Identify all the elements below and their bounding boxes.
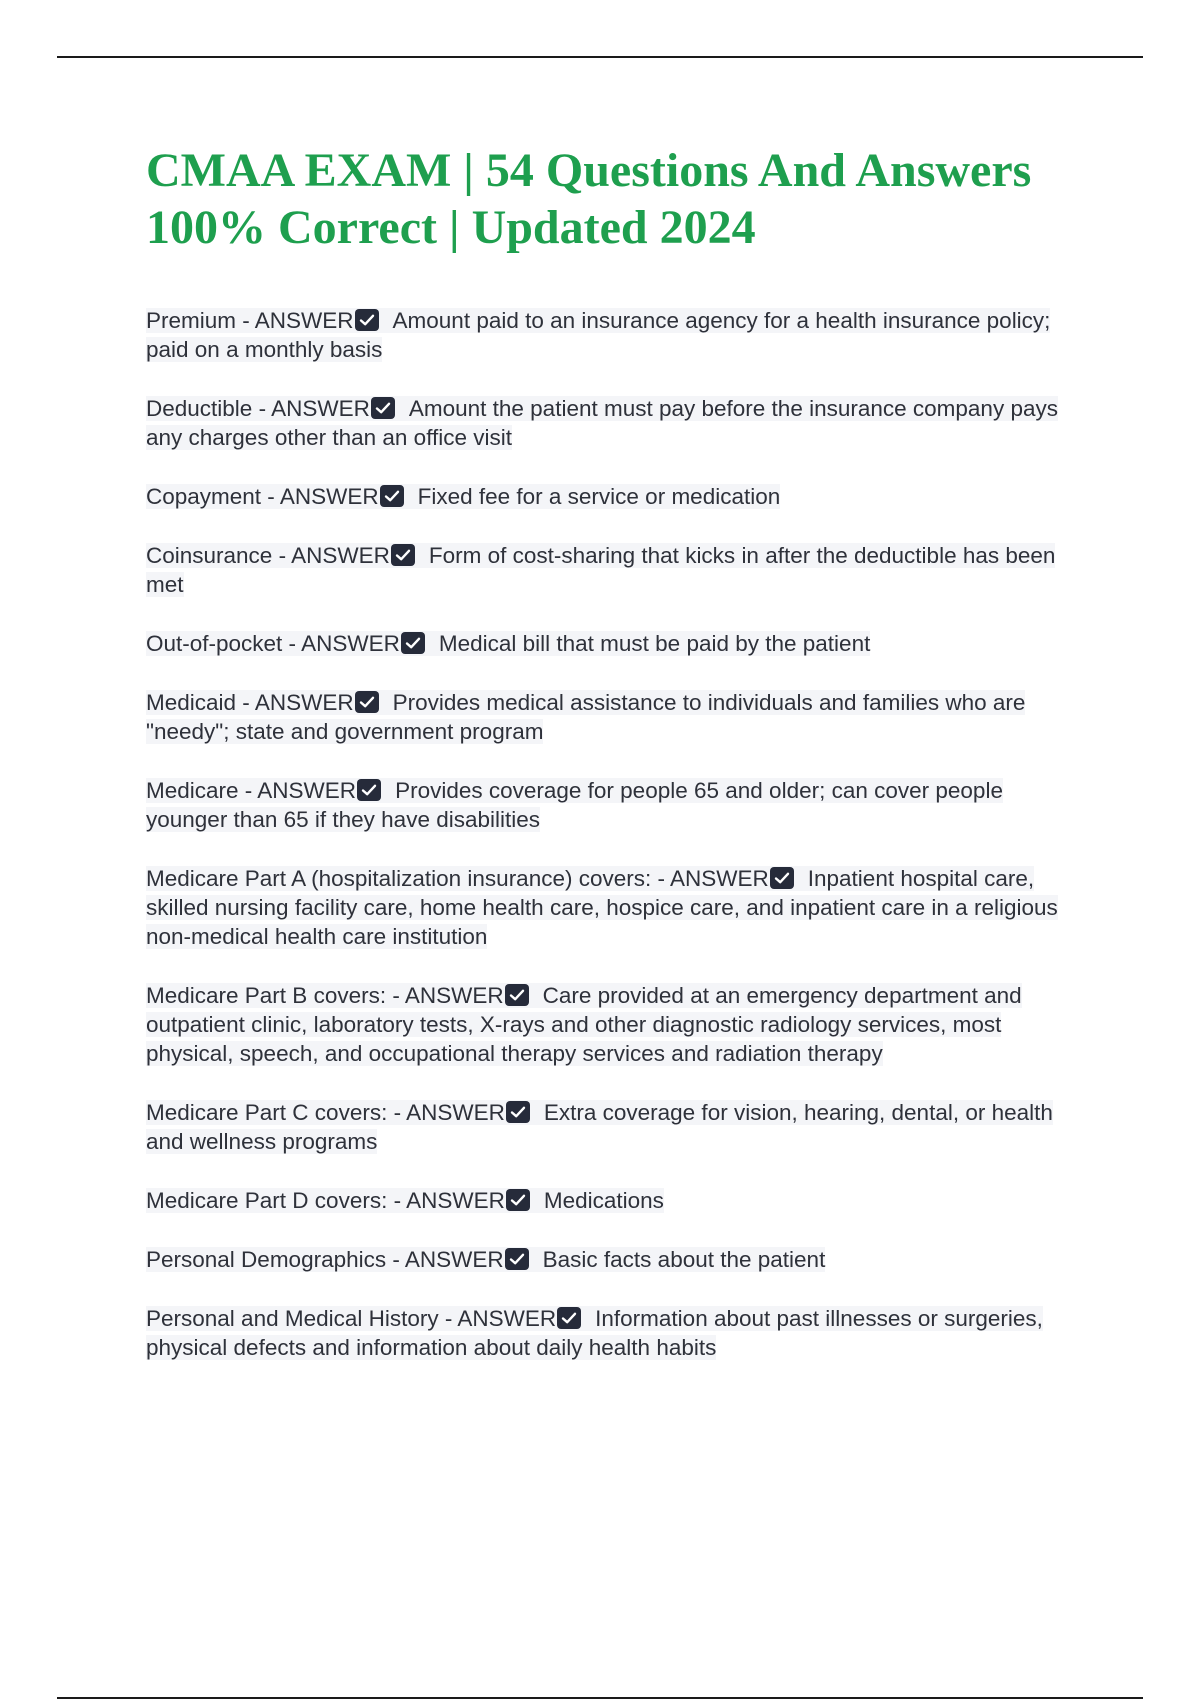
check-box-icon — [355, 691, 379, 713]
qa-term: Medicare Part A (hospitalization insurance) covers: - — [146, 866, 670, 891]
qa-item-text — [146, 543, 1055, 597]
qa-item-text — [146, 1306, 1043, 1360]
qa-term: Personal Demographics - — [146, 1247, 405, 1272]
bottom-rule — [57, 1697, 1143, 1699]
qa-answer: Provides medical assistance to individuals and families who are "needy"; state and government program — [146, 690, 1026, 744]
qa-term: Copayment - — [146, 484, 280, 509]
answer-marker: ANSWER — [457, 1306, 557, 1331]
check-box-icon — [506, 1101, 530, 1123]
qa-item-text — [146, 1247, 825, 1272]
qa-item — [146, 688, 1086, 746]
top-rule — [57, 56, 1143, 58]
qa-answer: Extra coverage for vision, hearing, dental, or health and wellness programs — [146, 1100, 1053, 1154]
qa-item-text — [146, 308, 1050, 362]
qa-answer: Medical bill that must be paid by the patient — [438, 631, 871, 656]
qa-item-text — [146, 1188, 664, 1213]
answer-marker: ANSWER — [257, 778, 357, 803]
answer-marker: ANSWER — [404, 1247, 504, 1272]
qa-item — [146, 1098, 1086, 1156]
qa-answer: Fixed fee for a service or medication — [417, 484, 781, 509]
qa-item — [146, 864, 1086, 951]
answer-marker: ANSWER — [254, 690, 354, 715]
check-box-icon — [391, 544, 415, 566]
answer-marker: ANSWER — [271, 396, 370, 421]
answer-marker: ANSWER — [279, 484, 379, 509]
qa-answer: Basic facts about the patient — [542, 1247, 826, 1272]
qa-term: Medicaid - — [146, 690, 255, 715]
qa-item — [146, 1245, 1086, 1274]
qa-item — [146, 981, 1086, 1068]
qa-answer: Amount the patient must pay before the insurance company pays any charges other than an office visit — [146, 396, 1058, 450]
qa-answer: Amount paid to an insurance agency for a health insurance policy; paid on a monthly basis — [146, 308, 1051, 362]
qa-item-text — [146, 690, 1025, 744]
qa-term: Medicare - — [146, 778, 258, 803]
check-box-icon — [505, 984, 529, 1006]
qa-item-text — [146, 396, 1058, 450]
check-box-icon — [505, 1248, 529, 1270]
qa-term: Premium - — [146, 308, 255, 333]
document-body — [146, 142, 1086, 1392]
check-box-icon — [770, 867, 794, 889]
qa-item — [146, 482, 1086, 511]
qa-item-text — [146, 484, 780, 509]
qa-term: Medicare Part B covers: - — [146, 983, 405, 1008]
check-box-icon — [380, 485, 404, 507]
qa-item — [146, 629, 1086, 658]
answer-marker: ANSWER — [670, 866, 769, 891]
answer-marker: ANSWER — [254, 308, 354, 333]
qa-item-text — [146, 631, 870, 656]
qa-term: Medicare Part D covers: - — [146, 1188, 407, 1213]
qa-answer: Form of cost-sharing that kicks in after the deductible has been met — [146, 543, 1056, 597]
qa-term: Medicare Part C covers: - — [146, 1100, 407, 1125]
qa-answer: Medications — [543, 1188, 664, 1213]
qa-item — [146, 1304, 1086, 1362]
qa-term: Out-of-pocket - — [146, 631, 302, 656]
qa-item — [146, 541, 1086, 599]
qa-item-text — [146, 983, 1022, 1066]
document-title: CMAA EXAM | 54 Questions And Answers 100% Correct | Updated 2024 — [146, 144, 1032, 254]
qa-item-text — [146, 1100, 1053, 1154]
qa-item — [146, 776, 1086, 834]
qa-list — [146, 306, 1086, 1362]
answer-marker: ANSWER — [291, 543, 390, 568]
answer-marker: ANSWER — [406, 1100, 505, 1125]
check-box-icon — [506, 1189, 530, 1211]
qa-item-text — [146, 778, 1003, 832]
qa-answer: Inpatient hospital care, skilled nursing facility care, home health care, hospice care, and inpatient care in a religious non-medical health care institution — [146, 866, 1058, 949]
qa-item — [146, 306, 1086, 364]
check-box-icon — [357, 779, 381, 801]
answer-marker: ANSWER — [406, 1188, 505, 1213]
check-box-icon — [355, 309, 379, 331]
answer-marker: ANSWER — [404, 983, 504, 1008]
qa-term: Deductible - — [146, 396, 272, 421]
qa-item — [146, 394, 1086, 452]
qa-item-text — [146, 866, 1058, 949]
qa-answer: Information about past illnesses or surgeries, physical defects and information about daily health habits — [146, 1306, 1043, 1360]
qa-answer: Provides coverage for people 65 and older; can cover people younger than 65 if they have disabilities — [146, 778, 1003, 832]
qa-term: Personal and Medical History - — [146, 1306, 458, 1331]
check-box-icon — [401, 632, 425, 654]
answer-marker: ANSWER — [301, 631, 400, 656]
qa-item — [146, 1186, 1086, 1215]
qa-term: Coinsurance - — [146, 543, 292, 568]
check-box-icon — [371, 397, 395, 419]
check-box-icon — [557, 1307, 581, 1329]
qa-answer: Care provided at an emergency department and outpatient clinic, laboratory tests, X-rays and other diagnostic radiology services, most physical, speech, and occupational therapy services and radiation therapy — [146, 983, 1022, 1066]
